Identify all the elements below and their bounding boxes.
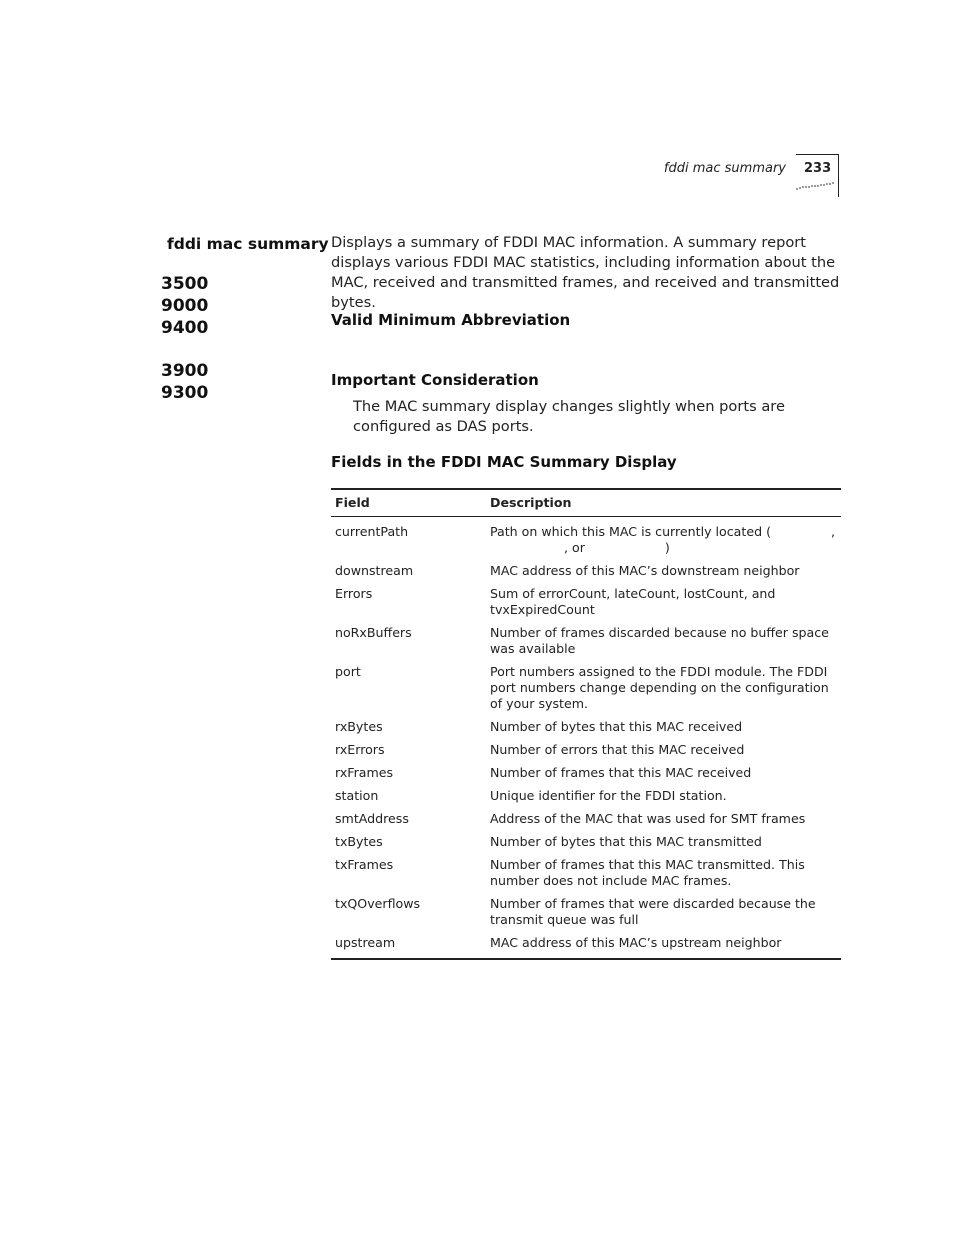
table-row: [331, 517, 841, 564]
field-description: Number of bytes that this MAC transmitted: [490, 834, 762, 849]
running-head-title: fddi mac summary: [663, 161, 786, 176]
field-name: Errors: [335, 586, 373, 601]
table-row: [331, 788, 841, 811]
field-name: upstream: [331, 935, 486, 959]
dotted-flourish-icon: [795, 180, 837, 192]
field-description: Number of frames that this MAC received: [490, 765, 752, 780]
field-name: rxFrames: [335, 765, 394, 780]
model-number: 9000: [161, 296, 209, 316]
field-description: MAC address of this MAC’s downstream neighbor: [490, 563, 800, 578]
table-row: [331, 857, 841, 896]
model-number: 9400: [161, 318, 209, 338]
table-row: [331, 742, 841, 765]
important-consideration-text: The MAC summary display changes slightly when ports are configured as DAS ports.: [353, 398, 785, 435]
field-description: Number of errors that this MAC received: [490, 742, 745, 757]
table-row: [331, 719, 841, 742]
field-name: currentPath: [335, 524, 409, 539]
fields-table: [331, 488, 841, 960]
models-group-primary: [161, 273, 208, 339]
table-row: [331, 625, 841, 664]
field-name: noRxBuffers: [335, 625, 412, 640]
field-name: port: [335, 664, 361, 679]
field-name: downstream: [335, 563, 414, 578]
field-description: Number of frames that this MAC transmitted. This number does not include MAC frames.: [490, 857, 805, 888]
field-name: txFrames: [335, 857, 394, 872]
valid-abbreviation-heading: Valid Minimum Abbreviation: [331, 311, 571, 329]
intro-paragraph: Displays a summary of FDDI MAC information. A summary report displays various FDDI MAC statistics, including information about the MAC, received and transmitted frames, and received and transmitted bytes.: [331, 234, 840, 311]
field-description: Number of frames discarded because no buffer space was available: [490, 625, 829, 656]
table-row: [331, 935, 841, 959]
field-description: MAC address of this MAC’s upstream neighbor: [486, 935, 841, 959]
field-name: txBytes: [335, 834, 383, 849]
models-group-secondary: [161, 360, 208, 404]
important-consideration-heading: Important Consideration: [331, 371, 539, 389]
table-row: [331, 563, 841, 586]
table-row: [331, 834, 841, 857]
model-number: 9300: [161, 383, 209, 403]
field-description: Path on which this MAC is currently located ( , , or ): [490, 524, 835, 555]
field-name: smtAddress: [335, 811, 409, 826]
column-header-description: Description: [486, 489, 841, 517]
field-description: Unique identifier for the FDDI station.: [490, 788, 727, 803]
field-description: Number of bytes that this MAC received: [490, 719, 743, 734]
command-title: fddi mac summary: [167, 235, 329, 253]
field-description: Address of the MAC that was used for SMT frames: [490, 811, 806, 826]
field-name: station: [335, 788, 379, 803]
field-name: rxBytes: [335, 719, 383, 734]
table-row: [331, 896, 841, 935]
page-number: 233: [804, 161, 832, 176]
table-row: [331, 664, 841, 719]
model-number: 3500: [161, 274, 209, 294]
field-name: rxErrors: [335, 742, 385, 757]
model-number: 3900: [161, 361, 209, 381]
column-header-field: Field: [331, 489, 486, 517]
table-row: [331, 765, 841, 788]
fields-table-heading: Fields in the FDDI MAC Summary Display: [331, 453, 677, 471]
table-row: [331, 811, 841, 834]
field-description: Port numbers assigned to the FDDI module. The FDDI port numbers change depending on the configuration of your system.: [490, 664, 829, 711]
field-name: txQOverflows: [335, 896, 421, 911]
table-header-row: [331, 489, 841, 517]
field-description: Number of frames that were discarded because the transmit queue was full: [490, 896, 816, 927]
table-row: [331, 586, 841, 625]
field-description: Sum of errorCount, lateCount, lostCount, and tvxExpiredCount: [490, 586, 776, 617]
